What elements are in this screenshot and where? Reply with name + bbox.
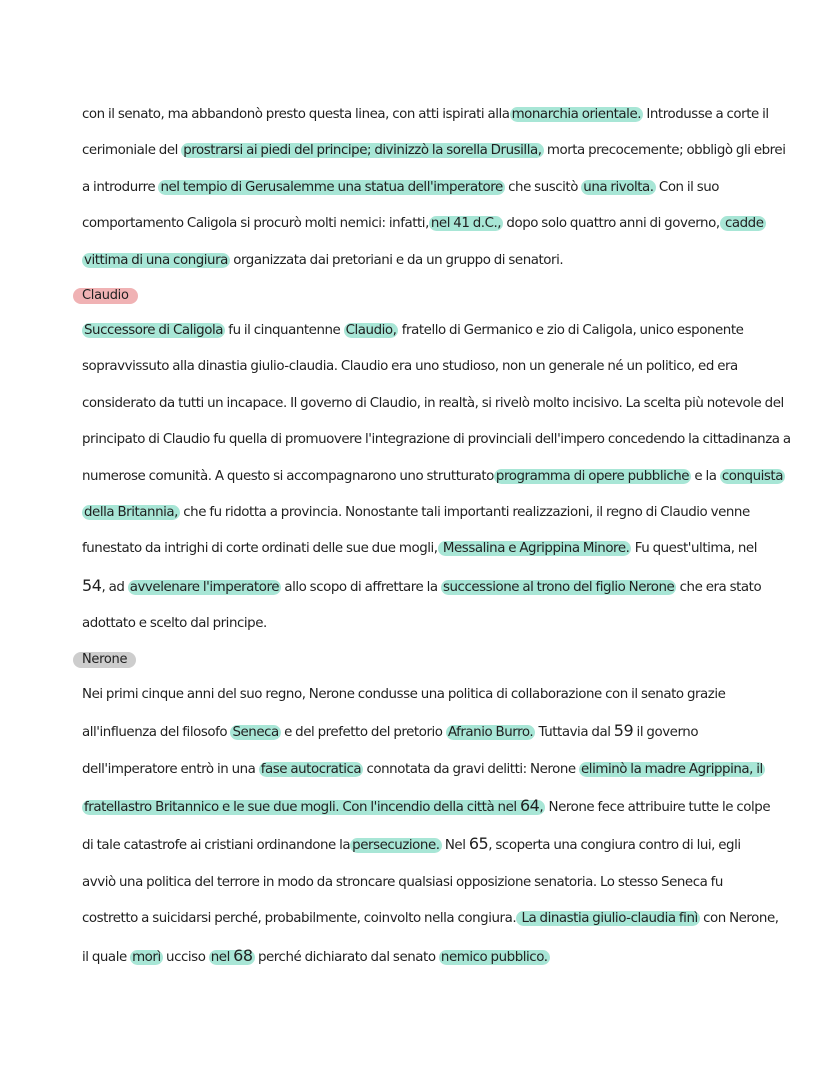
text-segment: , [539,799,544,815]
section-heading-nerone: Nerone [73,652,136,668]
text-segment: e la [691,468,717,484]
highlight [209,945,255,965]
text-segment: organizzata dai pretoriani e da un gruppo di senatori. [229,252,564,268]
text-segment: Con il suo [655,179,720,195]
document-page [82,97,791,976]
text-segment: con il senato, ma abbandonò presto questa linea, con atti ispirati alla [82,107,510,122]
text-line [82,901,779,937]
highlight: cadde [721,216,764,232]
text-line [82,495,762,531]
text-line [82,170,762,206]
text-segment: , scoperta una congiura contro di lui, egli [488,838,741,854]
paragraph-claudio [82,313,791,643]
text-line [82,313,762,349]
highlight: Afranio Burro. [447,725,534,741]
year-number: 54 [82,575,102,595]
highlight: Seneca [232,725,279,741]
text-segment: perché dichiarato dal senato [254,949,436,965]
text-segment: e del prefetto del pretorio [280,725,443,741]
highlight: programma di opere pubbliche [495,468,690,484]
text-line: sopravvissuto alla dinastia giulio-claudia. Claudio era uno studioso, non un generale né un politico, ed era [82,359,738,375]
highlight: morì [132,949,161,965]
highlight: della Britannia, [84,505,178,521]
text-line: principato di Claudio fu quella di promuovere l'integrazione di provinciali dell'impero concedendo la cittadinanza a [82,432,791,448]
highlight: fase autocratica [260,761,362,777]
text-segment: morta precocemente; obbligò gli ebrei [543,143,786,159]
text-segment: dell'imperatore entrò in una [82,761,256,777]
text-segment: che suscitò [504,179,578,195]
text-segment: il governo [633,725,699,741]
text-segment: con Nerone, [699,911,779,927]
highlight: una rivolta. [583,179,654,195]
text-line: Nei primi cinque anni del suo regno, Nerone condusse una politica di collaborazione con il senato grazie [82,686,726,702]
highlight: conquista [721,468,783,484]
highlight: monarchia orientale. [511,107,642,122]
text-line [82,459,783,495]
section-heading-row [73,279,762,313]
text-segment: Nel [441,838,469,854]
highlight: nel 41 d.C., [430,216,502,232]
text-segment: Fu quest'ultima, nel [631,541,757,557]
text-segment: fratello di Germanico e zio di Caligola, unico esponente [398,323,744,339]
text-segment: ucciso [162,949,206,965]
text-line [82,133,786,169]
highlight: persecuzione. [352,838,440,854]
text-segment: funestato da intrighi di corte ordinati delle sue due mogli, [82,541,438,557]
text-segment: di tale catastrofe ai cristiani ordinandone la [82,838,351,854]
text-segment: che fu ridotta a provincia. Nonostante tali importanti realizzazioni, il regno di Claudio venne [179,505,750,521]
highlight: eliminò la madre Agrippina, il [581,761,763,777]
text-line: considerato da tutti un incapace. Il governo di Claudio, in realtà, si rivelò molto incisivo. La scelta più notevole del [82,395,784,411]
highlight: nemico pubblico. [440,949,548,965]
text-segment: Nerone fece attribuire tutte le colpe [545,799,771,815]
highlight: Messalina e Agrippina Minore. [439,541,630,557]
text-segment: , ad [101,579,125,595]
text-line [82,243,762,279]
text-segment: il quale [82,949,127,965]
text-line: avviò una politica del terrore in modo da stroncare qualsiasi opposizione senatoria. Lo stesso Seneca fu [82,874,723,890]
highlight: Claudio, [345,323,397,339]
paragraph-caligola [82,97,786,279]
text-segment: fratellastro Britannico e le sue due mogli. Con l'incendio della città nel [84,799,520,815]
text-segment: che era stato [676,579,762,595]
text-line [82,713,762,751]
text-segment: costretto a suicidarsi perché, probabilmente, coinvolto nella congiura. [82,911,517,927]
text-segment: Introdusse a corte il [643,107,769,122]
highlight: vittima di una congiura [84,252,228,268]
text-line [82,568,762,606]
highlight: prostrarsi ai piedi del principe; divinizzò la sorella Drusilla, [183,143,542,159]
section-heading-claudio: Claudio [73,288,138,304]
text-line [82,206,762,242]
paragraph-nerone [82,677,779,976]
text-line [82,752,762,788]
section-heading-row [73,643,762,677]
year-number: 59 [613,721,634,741]
text-line [82,788,771,826]
highlight: nel tempio di Gerusalemme una statua dell'imperatore [160,179,503,195]
highlight: Successore di Caligola [84,323,223,339]
year-number: 68 [233,945,253,965]
text-segment: numerose comunità. A questo si accompagnarono uno strutturato [82,468,494,484]
text-segment: fu il cinquantenne [225,323,341,339]
year-number: 65 [468,834,489,854]
highlight [82,795,545,815]
text-segment: nel [210,949,234,965]
text-segment: dopo solo quattro anni di governo, [503,216,720,232]
text-segment: all'influenza del filosofo [82,725,228,741]
text-line [82,531,762,567]
text-segment: comportamento Caligola si procurò molti nemici: infatti, [82,216,429,232]
text-segment: cerimoniale del [82,143,178,159]
text-segment: connotata da gravi delitti: Nerone [363,761,576,777]
highlight: avvelenare l'imperatore [129,579,280,595]
text-line [82,97,769,133]
text-segment: a introdurre [82,179,156,195]
text-segment: allo scopo di affrettare la [281,579,438,595]
highlight: successione al trono del figlio Nerone [442,579,675,595]
highlight: La dinastia giulio-claudia finì [518,911,698,927]
text-line [82,826,762,864]
text-line: adottato e scelto dal principe. [82,616,267,632]
text-segment: Tuttavia dal [535,725,614,741]
text-line [82,938,762,976]
year-number: 64 [519,795,540,815]
